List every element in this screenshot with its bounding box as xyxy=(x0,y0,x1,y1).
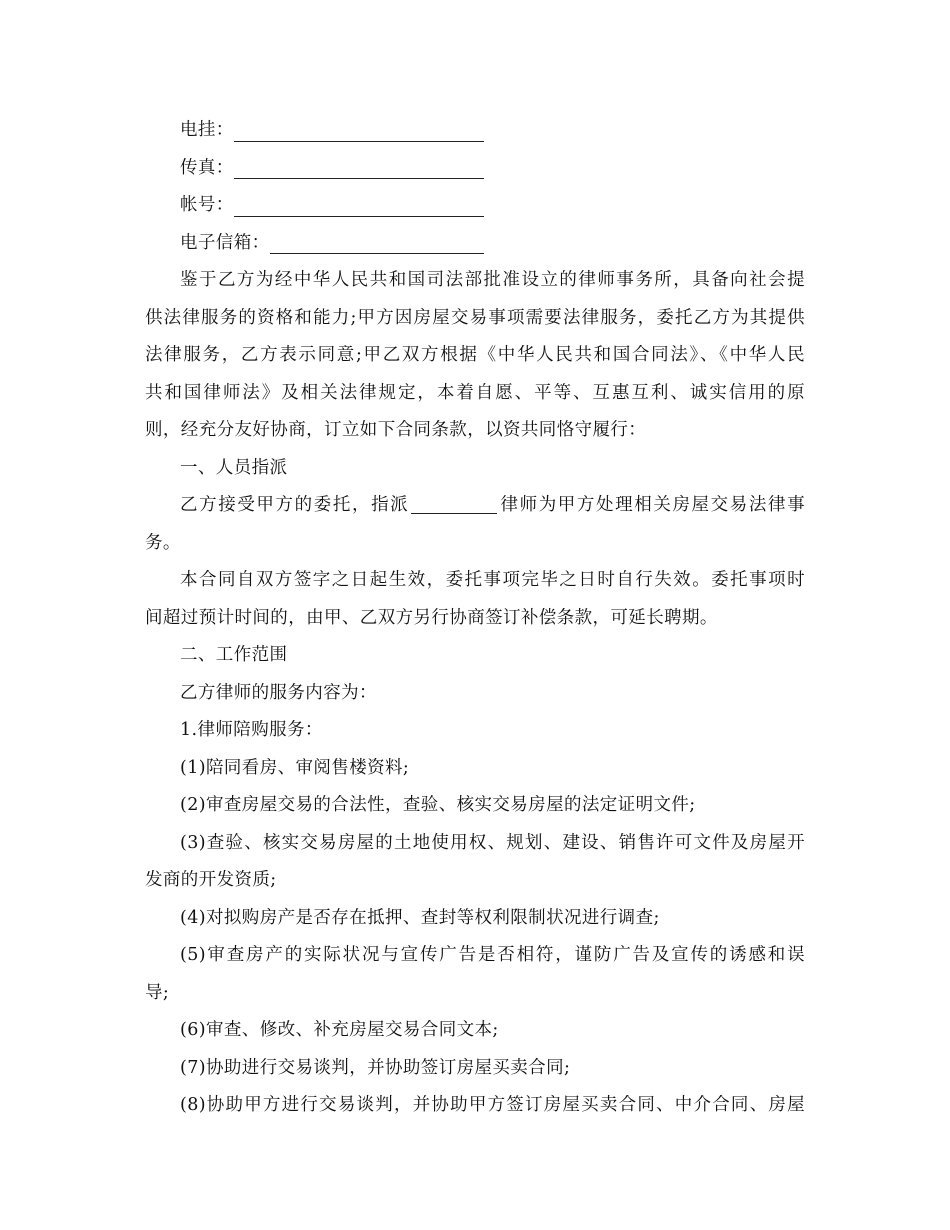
effectiveness-line: 间超过预计时间的，由甲、乙双方另行协商签订补偿条款，可延长聘期。 xyxy=(145,607,718,628)
lawyer-name-blank xyxy=(411,493,497,514)
service-item: (7)协助进行交易谈判，并协助签订房屋买卖合同; xyxy=(180,1057,571,1078)
assignment-line xyxy=(145,487,805,525)
effectiveness-line: 本合同自双方签字之日起生效，委托事项完毕之日时自行失效。委托事项时 xyxy=(180,570,805,590)
phone-field-row xyxy=(145,112,805,150)
service-item: (2)审查房屋交易的合法性，查验、核实交易房屋的法定证明文件; xyxy=(180,795,696,815)
account-field-row xyxy=(145,187,805,225)
preamble-line: 共和国律师法》及相关法律规定，本着自愿、平等、互惠互利、诚实信用的原 xyxy=(145,382,805,403)
subsection-heading: 1.律师陪购服务： xyxy=(180,720,323,740)
service-item-cont: 导; xyxy=(145,982,170,1003)
preamble-line: 法律服务，乙方表示同意;甲乙双方根据《中华人民共和国合同法》、《中华人民 xyxy=(145,345,805,365)
email-field-row xyxy=(145,225,805,263)
email-label: 电子信箱： xyxy=(180,232,270,253)
service-item: (4)对拟购房产是否存在抵押、查封等权利限制状况进行调查; xyxy=(180,907,660,928)
scope-intro: 乙方律师的服务内容为： xyxy=(180,682,377,703)
section-heading-personnel: 一、人员指派 xyxy=(180,457,288,478)
preamble-line: 鉴于乙方为经中华人民共和国司法部批准设立的律师事务所，具备向社会提 xyxy=(180,270,805,290)
fax-blank-line xyxy=(234,156,484,179)
service-item: (6)审查、修改、补充房屋交易合同文本; xyxy=(180,1020,499,1040)
preamble-line: 则，经充分友好协商，订立如下合同条款，以资共同恪守履行： xyxy=(145,420,647,440)
email-blank-line xyxy=(270,231,484,254)
fax-label: 传真： xyxy=(180,157,234,178)
contract-body xyxy=(145,112,805,1125)
service-item: (1)陪同看房、审阅售楼资料; xyxy=(180,757,410,778)
account-blank-line xyxy=(234,194,484,217)
service-item: (3)查验、核实交易房屋的土地使用权、规划、建设、销售许可文件及房屋开 xyxy=(180,832,805,853)
account-label: 帐号： xyxy=(180,195,234,215)
fax-field-row xyxy=(145,150,805,188)
phone-blank-line xyxy=(234,119,484,142)
assignment-line-cont: 务。 xyxy=(145,532,181,553)
service-item: (5)审查房产的实际状况与宣传广告是否相符，谨防广告及宣传的诱感和误 xyxy=(180,945,805,965)
preamble-line: 供法律服务的资格和能力;甲方因房屋交易事项需要法律服务，委托乙方为其提供 xyxy=(145,307,805,328)
service-item: (8)协助甲方进行交易谈判，并协助甲方签订房屋买卖合同、中介合同、房屋 xyxy=(180,1095,805,1115)
service-item-cont: 发商的开发资质; xyxy=(145,870,277,890)
phone-label: 电挂： xyxy=(180,120,234,140)
assignment-text-after: 律师为甲方处理相关房屋交易法律事 xyxy=(499,495,805,515)
assignment-text-before: 乙方接受甲方的委托，指派 xyxy=(180,495,410,515)
section-heading-scope: 二、工作范围 xyxy=(180,645,288,665)
